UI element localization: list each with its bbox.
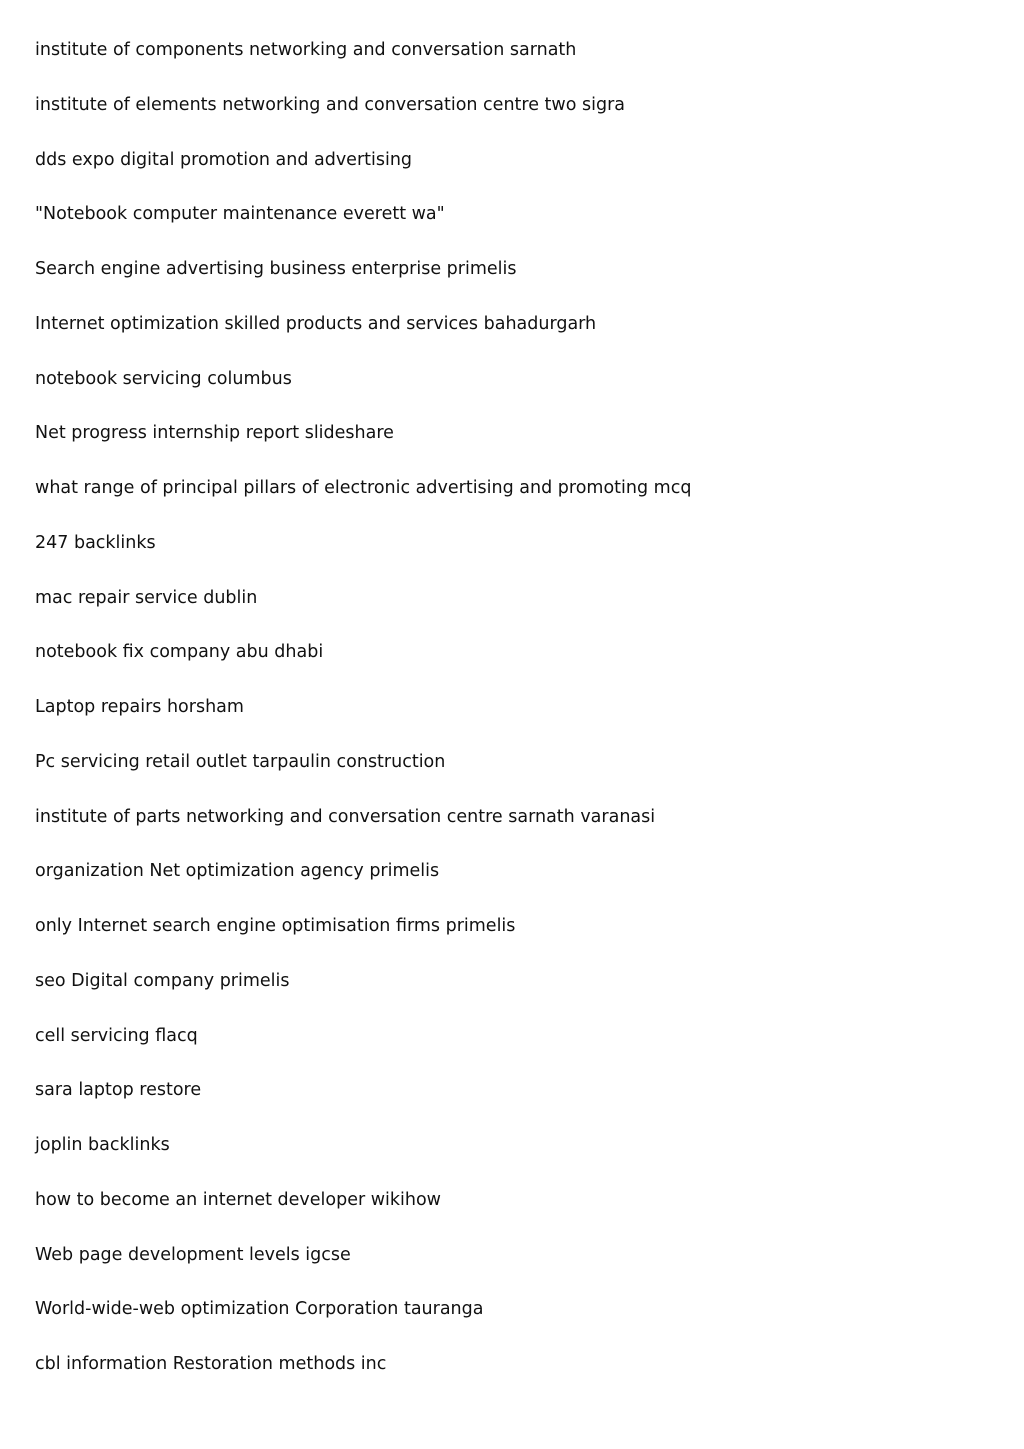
list-item: institute of components networking and conversation sarnath: [35, 40, 577, 60]
list-item: cbl information Restoration methods inc: [35, 1354, 387, 1374]
list-item: World-wide-web optimization Corporation tauranga: [35, 1299, 484, 1320]
list-item: "Notebook computer maintenance everett wa": [35, 204, 445, 225]
list-item: 247 backlinks: [35, 532, 156, 553]
list-item: Web page development levels igcse: [35, 1244, 351, 1265]
list-item: what range of principal pillars of electronic advertising and promoting mcq: [35, 478, 692, 498]
list-item: Laptop repairs horsham: [35, 697, 244, 717]
list-item: only Internet search engine optimisation firms primelis: [35, 916, 516, 936]
list-item: organization Net optimization agency primelis: [35, 861, 440, 882]
list-item: notebook fix company abu dhabi: [35, 642, 324, 663]
list-item: how to become an internet developer wikihow: [35, 1189, 441, 1210]
list-item: seo Digital company primelis: [35, 970, 290, 991]
list-item: Net progress internship report slideshare: [35, 423, 394, 444]
list-item: notebook servicing columbus: [35, 368, 292, 389]
list-item: mac repair service dublin: [35, 587, 258, 608]
list-item: Search engine advertising business enterprise primelis: [35, 259, 517, 279]
list-item: Internet optimization skilled products and services bahadurgarh: [35, 313, 597, 334]
list-item: dds expo digital promotion and advertising: [35, 149, 413, 170]
list-item: cell servicing flacq: [35, 1025, 198, 1046]
list-item: sara laptop restore: [35, 1080, 202, 1101]
list-item: institute of elements networking and conversation centre two sigra: [35, 94, 625, 115]
list-item: joplin backlinks: [35, 1135, 170, 1155]
list-item: Pc servicing retail outlet tarpaulin construction: [35, 751, 446, 772]
list-item: institute of parts networking and conversation centre sarnath varanasi: [35, 806, 656, 827]
keyword-list: [35, 38, 995, 1407]
